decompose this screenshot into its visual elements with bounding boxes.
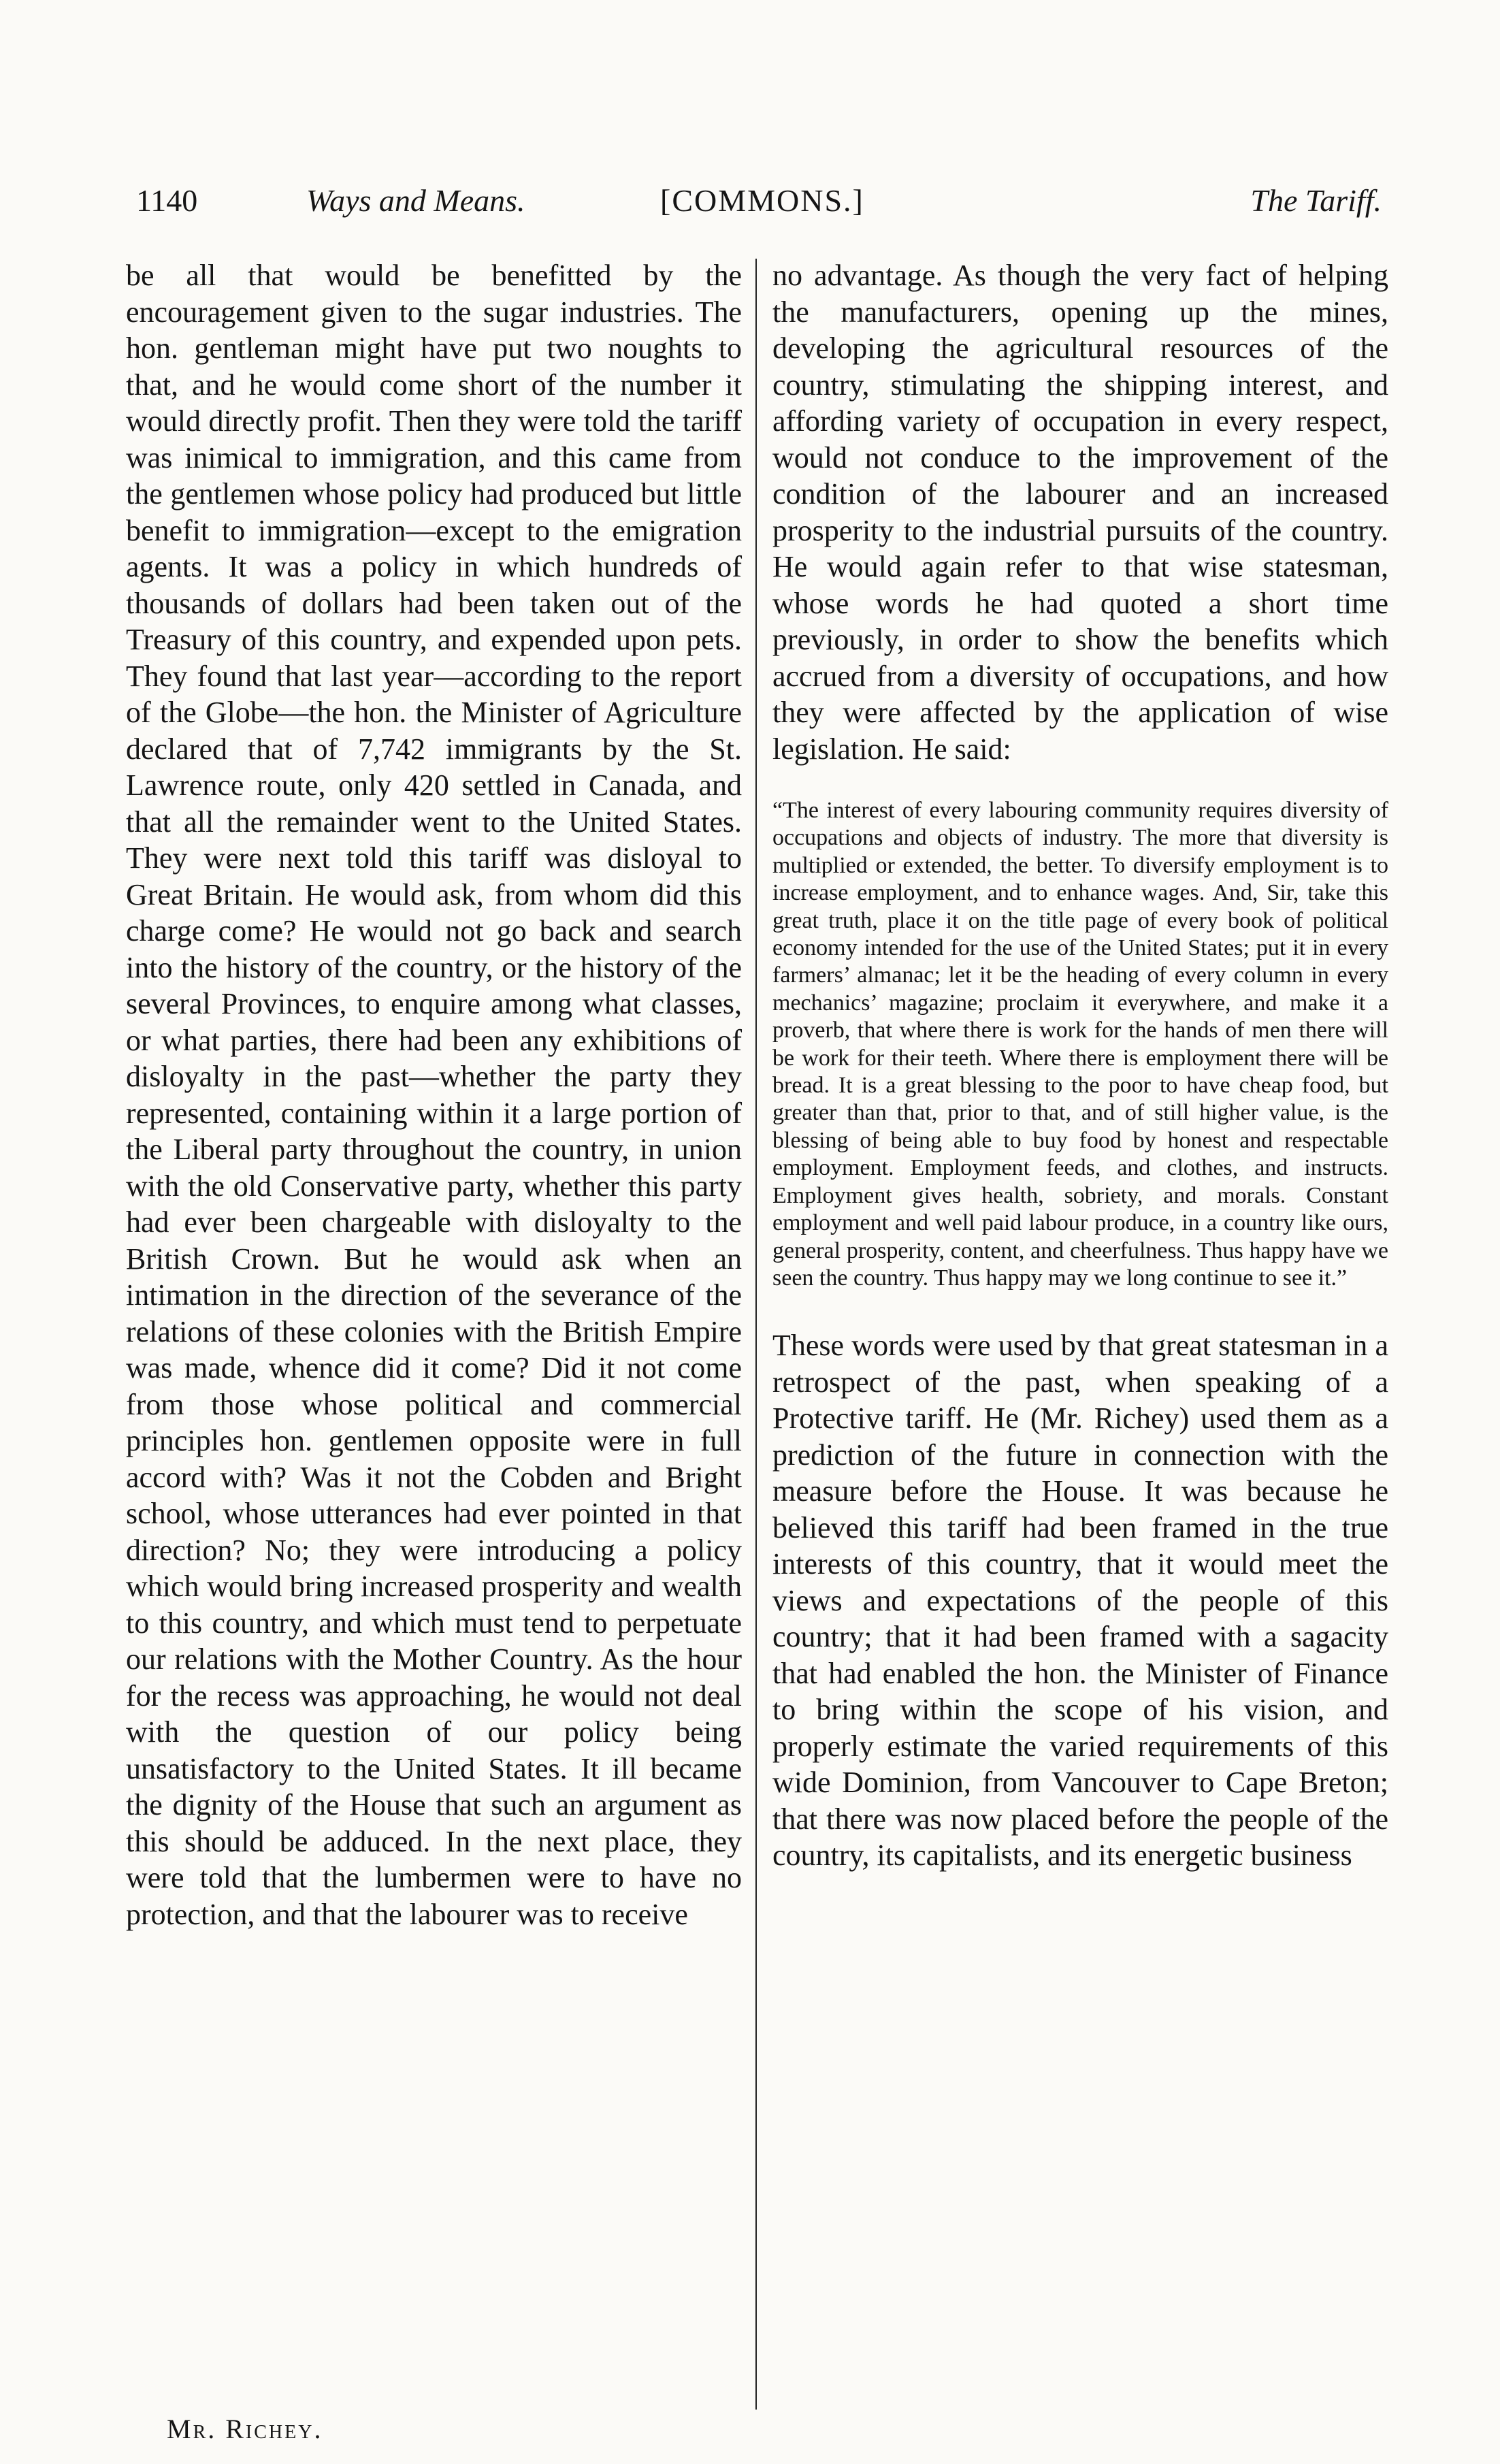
left-column-text: be all that would be benefitted by the encouragement given to the sugar industries. The hon. gentleman might have put two noughts to that, and he would come short of the number it would directly profit. Then they were told the tariff was inimical to immigration, and this came from the gentlemen whose policy had produced but little benefit to immigration—except to the emigration agents. It was a policy in which hundreds of thousands of dollars had been taken out of the Treasury of this country, and expended upon pets. They found that last year—according to the report of the Globe—the hon. the Minister of Agriculture declared that of 7,742 immigrants by the St. Lawrence route, only 420 settled in Canada, and that all the remainder went to the United States. They were next told this tariff was disloyal to Great Britain. He would ask, from whom did this charge come? He would not go back and search into the history of the country, or the history of the several Provinces, to enquire among what classes, or what parties, there had been any exhibitions of disloyalty in the past—whether the party they represented, containing within it a large portion of the Liberal party throughout the country, in union with the old Conservative party, whether this party had ever been chargeable with disloyalty to the British Crown. But he would ask when an intimation in the direction of the severance of the relations of these colonies with the British Empire was made, whence did it come? Did it not come from those whose political and commercial principles hon. gentlemen opposite were in full accord with? Was it not the Cobden and Bright school, whose utterances had ever pointed in that direction? No; they were introducing a policy which would bring increased prosperity and wealth to this country, and which must tend to perpetuate our relations with the Mother Country. As the hour for the recess was approaching, he would not deal with the question of our policy being unsatisfactory to the United States. It ill became the dignity of the House that such an argument as this should be adduced. In the next place, they were told that the lumbermen were to have no protection, and that the labourer was to receive: [126, 259, 742, 1931]
left-column: [126, 257, 742, 1932]
right-paragraph-2: These words were used by that great statesman in a retrospect of the past, when speaking of a Protective tariff. He (Mr. Richey) used them as a prediction of the future in connection with the measure before the House. It was because he believed this tariff had been framed in the true interests of this country, that it would meet the views and expectations of the people of this country; that it had been framed with a sagacity that had enabled the hon. the Minister of Finance to bring within the scope of his vision, and properly estimate the varied requirements of this wide Dominion, from Vancouver to Cape Breton; that there was now placed before the people of the country, its capitalists, and its energetic business: [772, 1329, 1388, 1873]
running-title-right: The Tariff.: [1250, 183, 1382, 218]
running-title-center: [COMMONS.]: [660, 183, 864, 218]
page-number: 1140: [136, 183, 198, 218]
column-divider: [755, 259, 757, 2410]
page-header: [136, 182, 1382, 230]
block-quote: “The interest of every labouring community requires diversity of occupations and objects of industry. The more that diversity is multiplied or extended, the better. To diversify employment is to increase employment, and to enhance wages. And, Sir, take this great truth, place it on the title page of every book of political economy intended for the use of the United States; put it in every farmers’ almanac; let it be the heading of every column in every mechanics’ magazine; proclaim it everywhere, and make it a proverb, that where there is work for the hands of men there will be work for their teeth. Where there is employment there will be bread. It is a great blessing to the poor to have cheap food, but greater than that, prior to that, and of still higher value, is the blessing of being able to buy food by honest and respectable employment. Employment feeds, and clothes, and instructs. Employment gives health, sobriety, and morals. Constant employment and well paid labour produce, in a country like ours, general prosperity, content, and cheerfulness. Thus happy have we seen the country. Thus happy may we long continue to see it.”: [772, 798, 1388, 1291]
running-title-left: Ways and Means.: [306, 183, 525, 218]
speaker-signature: Mr. Richey.: [167, 2414, 323, 2444]
right-paragraph-1: no advantage. As though the very fact of helping the manufacturers, opening up the mines, developing the agricultural resources of the country, stimulating the shipping interest, and affording variety of occupation in every respect, would not conduce to the improvement of the condition of the labourer and an increased prosperity to the industrial pursuits of the country. He would again refer to that wise statesman, whose words he had quoted a short time previously, in order to show the benefits which accrued from a diversity of occupations, and how they were affected by the application of wise legislation. He said:: [772, 259, 1388, 766]
right-column: [772, 257, 1388, 1874]
